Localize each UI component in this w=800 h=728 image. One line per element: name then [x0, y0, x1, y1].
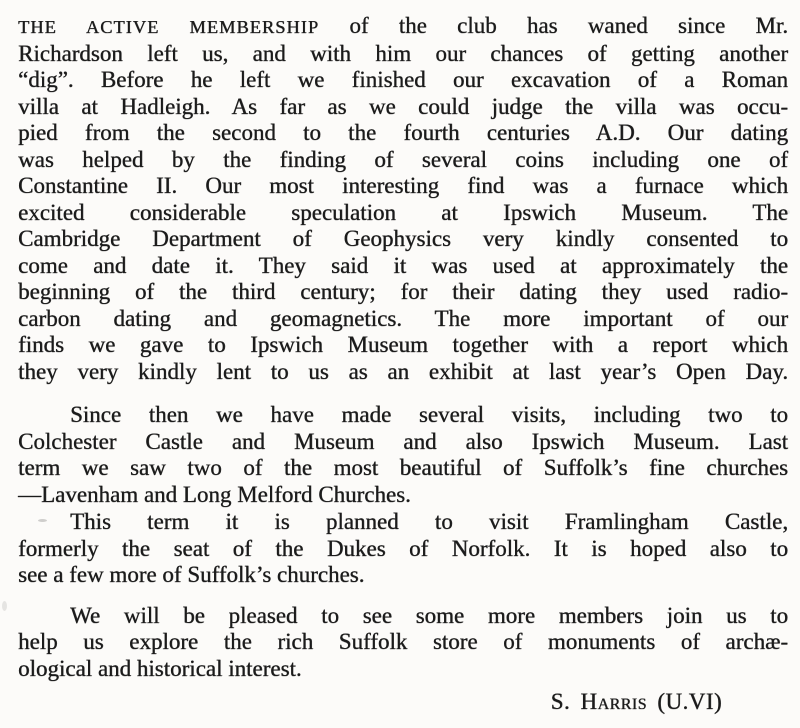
text-line: This term it is planned to visit Framlingham Castle,: [70, 509, 788, 534]
text-line: THE ACTIVE MEMBERSHIP of the club has waned since Mr.: [18, 13, 788, 38]
text-line: pied from the second to the fourth centuries A.D. Our dating: [18, 120, 788, 145]
paragraph: [18, 13, 788, 385]
scan-artifact: [2, 601, 7, 611]
text-line: excited considerable speculation at Ipswich Museum. The: [18, 199, 788, 225]
paragraph: [18, 603, 788, 683]
text-line: formerly the seat of the Dukes of Norfolk. It is hoped also to: [18, 535, 788, 561]
paragraph: [18, 509, 788, 589]
text-line: Constantine II. Our most interesting find was a furnace which: [18, 173, 788, 198]
text-line: Since then we have made several visits, including two to: [70, 402, 788, 427]
text-line: finds we gave to Ipswich Museum together with a report which: [18, 332, 788, 357]
text-line: We will be pleased to see some more members join us to: [70, 602, 788, 628]
text-line: Richardson left us, and with him our chances of getting another: [18, 40, 788, 66]
text-line: carbon dating and geomagnetics. The more important of our: [18, 305, 788, 331]
scan-artifact: [38, 519, 47, 522]
paragraph: [18, 402, 788, 508]
text-line: they very kindly lent to us as an exhibit at last year’s Open Day.: [18, 358, 788, 384]
text-line: ological and historical interest.: [18, 655, 302, 681]
scan-artifact: [786, 210, 790, 214]
text-line: help us explore the rich Suffolk store of monuments of archæ-: [18, 629, 788, 654]
text-line: was helped by the finding of several coins including one of: [18, 146, 788, 172]
signature-text: S. Harris (U.VI): [550, 689, 722, 714]
text-line: “dig”. Before he left we finished our excavation of a Roman: [18, 67, 788, 92]
text-line: —Lavenham and Long Melford Churches.: [18, 481, 411, 507]
text-line: Colchester Castle and Museum and also Ipswich Museum. Last: [18, 428, 788, 454]
text-line: term we saw two of the most beautiful of Suffolk’s fine churches: [18, 455, 788, 480]
text-line: villa at Hadleigh. As far as we could judge the villa was occu-: [18, 93, 788, 119]
text-line: Cambridge Department of Geophysics very kindly consented to: [18, 226, 788, 251]
article-body: [18, 13, 788, 682]
text-line: beginning of the third century; for their dating they used radio-: [18, 279, 788, 304]
signature-line: [18, 689, 788, 716]
lead-small-caps: THE ACTIVE MEMBERSHIP: [18, 17, 320, 37]
text-line: see a few more of Suffolk’s churches.: [18, 562, 365, 587]
text-line: come and date it. They said it was used at approximately the: [18, 252, 788, 278]
